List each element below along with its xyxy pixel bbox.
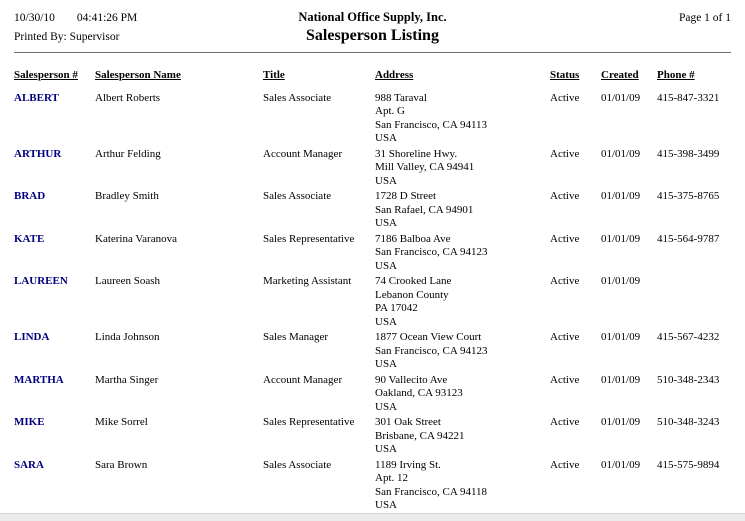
salesperson-name: Laureen Soash [95, 275, 161, 287]
report-date: 10/30/10 [14, 12, 55, 24]
table-row [14, 331, 731, 372]
table-row [14, 148, 731, 189]
salesperson-address: 301 Oak Street Brisbane, CA 94221 USA [375, 416, 465, 455]
salesperson-status: Active [550, 275, 580, 287]
column-header-salesperson-id: Salesperson # [14, 69, 78, 81]
salesperson-created: 01/01/09 [601, 91, 641, 104]
salesperson-status: Active [550, 331, 580, 343]
salesperson-phone: 415-564-9787 [657, 232, 720, 245]
page-indicator: Page 1 of 1 [678, 12, 731, 24]
report-time: 04:41:26 PM [76, 12, 138, 24]
salesperson-created: 01/01/09 [601, 416, 641, 428]
date-time-group [14, 12, 137, 24]
column-header-cell [372, 69, 550, 83]
salesperson-name: Linda Johnson [95, 331, 160, 343]
column-header-cell [550, 69, 601, 83]
salesperson-id: LINDA [14, 331, 50, 343]
table-row [14, 459, 731, 513]
salesperson-address: 90 Vallecito Ave Oakland, CA 93123 USA [375, 373, 463, 413]
salesperson-address: 31 Shoreline Hwy. Mill Valley, CA 94941 USA [375, 147, 475, 187]
salesperson-address: 1877 Ocean View Court San Francisco, CA 94123 USA [375, 331, 488, 370]
salesperson-title: Sales Associate [263, 91, 332, 104]
salesperson-created: 01/01/09 [601, 232, 641, 245]
salesperson-title: Sales Associate [263, 458, 332, 471]
table-header-row [14, 69, 731, 83]
salesperson-title: Account Manager [263, 373, 343, 386]
column-header-cell [95, 69, 263, 83]
salesperson-id: MIKE [14, 416, 45, 428]
salesperson-id: KATE [14, 232, 45, 245]
column-header-cell [14, 69, 95, 83]
salesperson-id: ARTHUR [14, 147, 62, 160]
table-body [14, 92, 731, 513]
salesperson-name: Arthur Felding [95, 147, 161, 160]
salesperson-address: 1189 Irving St. Apt. 12 San Francisco, CA 94118 USA [375, 458, 488, 511]
salesperson-created: 01/01/09 [601, 331, 641, 343]
salesperson-address: 74 Crooked Lane Lebanon County PA 17042 USA [375, 275, 452, 328]
salesperson-name: Martha Singer [95, 373, 159, 386]
salesperson-created: 01/01/09 [601, 147, 641, 160]
salesperson-created: 01/01/09 [601, 373, 641, 386]
salesperson-created: 01/01/09 [601, 458, 641, 471]
header-row-2 [14, 25, 731, 45]
salesperson-created: 01/01/09 [601, 190, 641, 202]
column-header-salesperson-name: Salesperson Name [95, 69, 181, 81]
salesperson-id: LAUREEN [14, 275, 68, 287]
salesperson-phone [657, 275, 731, 329]
column-header-title: Title [263, 69, 285, 81]
salesperson-phone: 415-847-3321 [657, 91, 720, 104]
table-row [14, 92, 731, 146]
salesperson-id: MARTHA [14, 373, 64, 386]
printed-by-label: Printed By: Supervisor [14, 31, 120, 43]
salesperson-phone: 415-575-9894 [657, 458, 720, 471]
header-row-1 [14, 10, 731, 25]
salesperson-status: Active [550, 147, 580, 160]
salesperson-status: Active [550, 91, 580, 104]
viewer-bottom-edge [0, 513, 745, 521]
table-row [14, 190, 731, 231]
column-header-cell [601, 69, 657, 83]
salesperson-name: Katerina Varanova [95, 232, 177, 245]
salesperson-phone: 415-375-8765 [657, 190, 720, 202]
salesperson-address: 988 Taraval Apt. G San Francisco, CA 94113 USA [375, 91, 488, 144]
column-header-cell [657, 69, 731, 83]
salesperson-title: Account Manager [263, 147, 343, 160]
salesperson-phone: 510-348-2343 [657, 373, 720, 386]
salesperson-created: 01/01/09 [601, 275, 641, 287]
table-row [14, 275, 731, 329]
table-row [14, 374, 731, 415]
salesperson-name: Bradley Smith [95, 190, 159, 202]
salesperson-status: Active [550, 458, 580, 471]
salesperson-id: SARA [14, 458, 44, 471]
column-header-created: Created [601, 69, 639, 81]
company-name: National Office Supply, Inc. [298, 10, 447, 24]
report-title: Salesperson Listing [306, 27, 439, 44]
salesperson-phone: 415-398-3499 [657, 147, 720, 160]
salesperson-phone: 415-567-4232 [657, 331, 720, 343]
column-header-status: Status [550, 69, 580, 81]
report-header [14, 10, 731, 53]
salesperson-name: Mike Sorrel [95, 416, 148, 428]
salesperson-id: BRAD [14, 190, 46, 202]
table-row [14, 233, 731, 274]
salesperson-status: Active [550, 373, 580, 386]
salesperson-id: ALBERT [14, 91, 59, 104]
column-header-address: Address [375, 69, 414, 81]
salesperson-title: Sales Manager [263, 331, 329, 343]
salesperson-name: Albert Roberts [95, 91, 161, 104]
column-header-cell [263, 69, 372, 83]
column-header-phone: Phone # [657, 69, 695, 81]
table-row [14, 416, 731, 457]
salesperson-title: Marketing Assistant [263, 275, 352, 287]
salesperson-phone: 510-348-3243 [657, 416, 720, 428]
salesperson-name: Sara Brown [95, 458, 148, 471]
salesperson-status: Active [550, 232, 580, 245]
salesperson-address: 1728 D Street San Rafael, CA 94901 USA [375, 190, 474, 229]
salesperson-title: Sales Representative [263, 416, 355, 428]
salesperson-title: Sales Associate [263, 190, 332, 202]
salesperson-status: Active [550, 190, 580, 202]
salesperson-address: 7186 Balboa Ave San Francisco, CA 94123 USA [375, 232, 488, 272]
salesperson-status: Active [550, 416, 580, 428]
salesperson-title: Sales Representative [263, 232, 355, 245]
